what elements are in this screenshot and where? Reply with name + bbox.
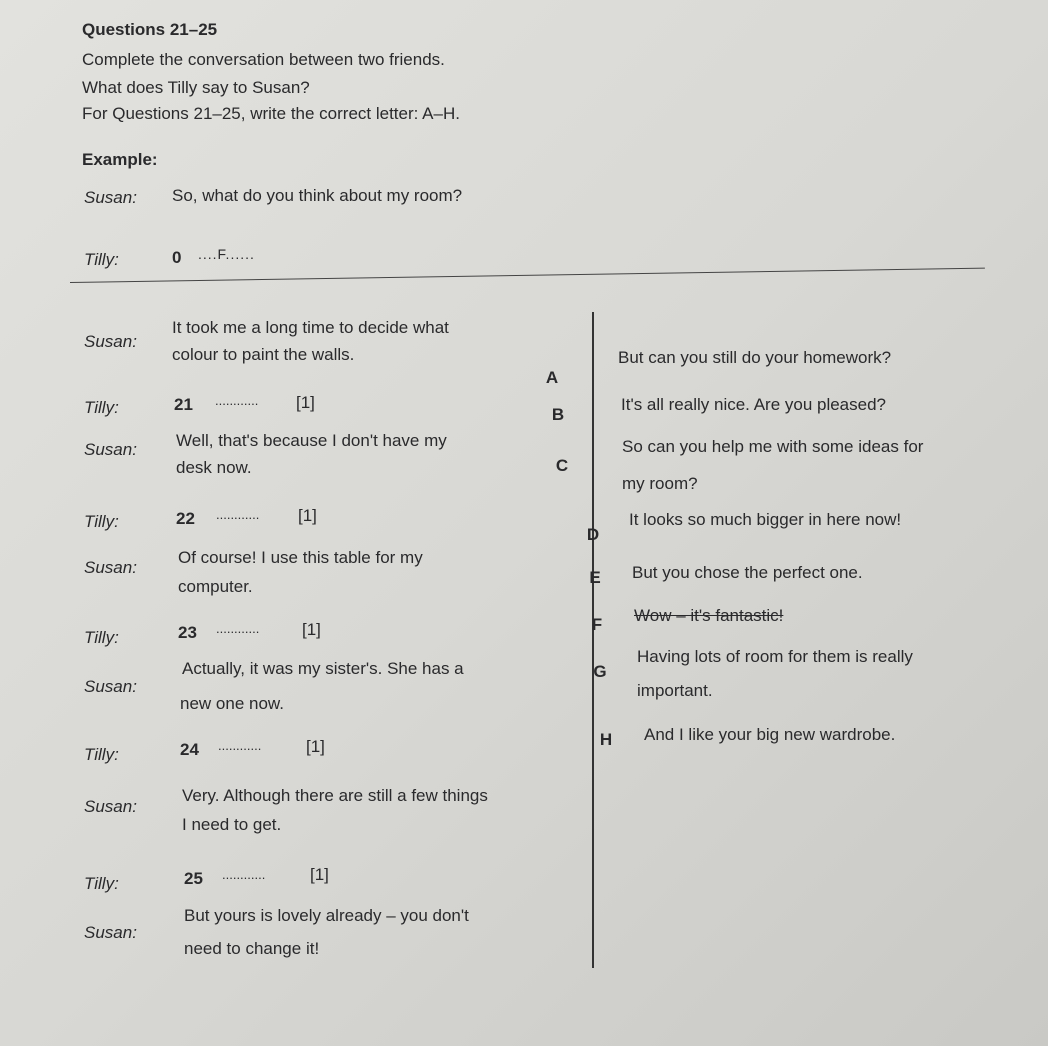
dialogue-line: desk now. [176, 458, 252, 477]
question-number: 22 [176, 509, 195, 528]
divider [70, 268, 985, 283]
mark: [1] [296, 393, 315, 412]
question-number: 24 [180, 740, 199, 759]
answer-blank[interactable]: ............ [216, 507, 260, 522]
dialogue-line: Actually, it was my sister's. She has a [182, 659, 464, 678]
mark: [1] [298, 506, 317, 525]
dialogue-line: Of course! I use this table for my [178, 548, 423, 567]
option-text: It's all really nice. Are you pleased? [621, 395, 887, 414]
option-text: my room? [622, 474, 698, 493]
page-title: Questions 21–25 [82, 20, 218, 39]
option-letter: C [555, 456, 569, 475]
speaker: Susan: [84, 188, 137, 207]
dialogue-line: Well, that's because I don't have my [176, 431, 447, 450]
speaker: Susan: [84, 923, 137, 942]
option-text: important. [637, 681, 713, 700]
option-text: Having lots of room for them is really [637, 647, 913, 666]
dialogue-line: I need to get. [182, 815, 282, 834]
answer-blank[interactable]: ............ [218, 738, 262, 753]
question-number: 25 [184, 869, 203, 888]
option-letter: G [593, 662, 607, 681]
instruction: For Questions 21–25, write the correct letter: A–H. [82, 104, 460, 123]
dialogue-line: It took me a long time to decide what [172, 318, 449, 337]
instruction: Complete the conversation between two friends. [82, 50, 445, 69]
dialogue-line: computer. [178, 577, 253, 596]
speaker: Susan: [84, 332, 137, 351]
example-number: 0 [172, 248, 182, 267]
option-letter: F [591, 615, 603, 634]
dialogue-line: new one now. [180, 694, 284, 713]
answer-blank[interactable]: ............ [222, 867, 266, 882]
column-divider [592, 312, 594, 968]
option-letter: H [599, 730, 613, 749]
speaker: Susan: [84, 797, 137, 816]
option-letter: E [589, 568, 601, 587]
example-line: So, what do you think about my room? [172, 186, 463, 205]
option-letter: B [551, 405, 565, 424]
dialogue-line: colour to paint the walls. [172, 345, 355, 364]
option-text: So can you help me with some ideas for [622, 437, 924, 456]
option-text-crossed: Wow – it's fantastic! [634, 606, 784, 625]
instruction: What does Tilly say to Susan? [82, 78, 310, 97]
option-text: But you chose the perfect one. [632, 563, 863, 582]
speaker: Tilly: [84, 398, 119, 417]
speaker: Susan: [84, 677, 137, 696]
speaker: Tilly: [84, 745, 119, 764]
speaker: Susan: [84, 558, 137, 577]
dialogue-line: need to change it! [184, 939, 320, 958]
answer-blank[interactable]: ............ [215, 393, 259, 408]
speaker: Tilly: [84, 512, 119, 531]
option-text: It looks so much bigger in here now! [629, 510, 902, 529]
example-answer: ....F...... [198, 246, 255, 262]
option-text: And I like your big new wardrobe. [644, 725, 896, 744]
option-text: But can you still do your homework? [618, 348, 892, 367]
speaker: Tilly: [84, 628, 119, 647]
mark: [1] [302, 620, 321, 639]
speaker: Tilly: [84, 874, 119, 893]
option-letter: A [545, 368, 559, 387]
question-number: 21 [174, 395, 193, 414]
question-number: 23 [178, 623, 197, 642]
option-letter: D [586, 525, 600, 544]
dialogue-line: Very. Although there are still a few things [182, 786, 488, 805]
speaker: Tilly: [84, 250, 119, 269]
answer-blank[interactable]: ............ [216, 621, 260, 636]
speaker: Susan: [84, 440, 137, 459]
dialogue-line: But yours is lovely already – you don't [184, 906, 469, 925]
mark: [1] [310, 865, 329, 884]
example-label: Example: [82, 150, 158, 169]
mark: [1] [306, 737, 325, 756]
